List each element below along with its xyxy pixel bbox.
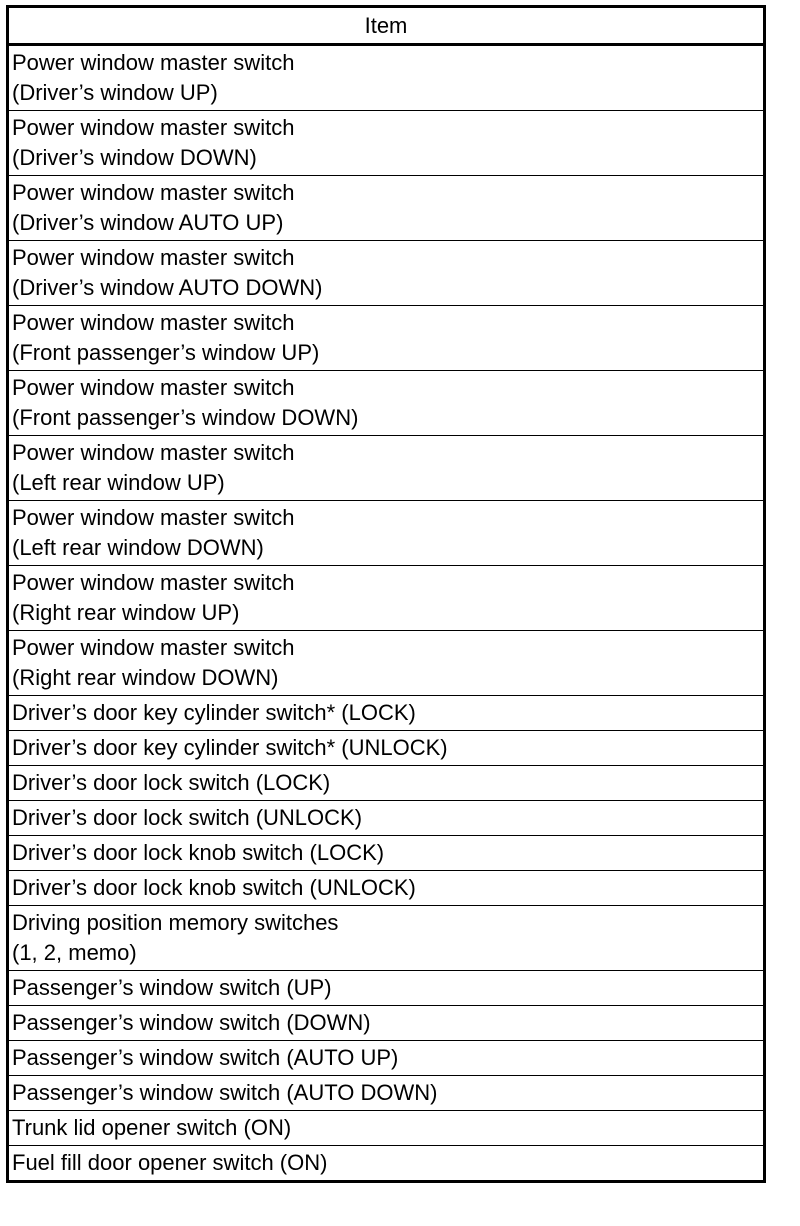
table-row — [8, 176, 765, 241]
item-cell — [8, 1041, 765, 1076]
table-row — [8, 971, 765, 1006]
item-cell — [8, 176, 765, 241]
item-text-line: Power window master switch — [12, 505, 295, 530]
item-cell — [8, 631, 765, 696]
table-header-row — [8, 7, 765, 45]
table-row — [8, 371, 765, 436]
item-cell — [8, 766, 765, 801]
item-text-line: Passenger’s window switch (AUTO DOWN) — [12, 1080, 438, 1105]
item-cell — [8, 1146, 765, 1182]
table-row — [8, 1146, 765, 1182]
item-cell — [8, 371, 765, 436]
table-row — [8, 631, 765, 696]
item-text-line: (Front passenger’s window UP) — [12, 340, 320, 365]
table-row — [8, 1076, 765, 1111]
table-body — [8, 45, 765, 1182]
item-text-line: Driver’s door key cylinder switch* (UNLOCK) — [12, 735, 448, 760]
table-row — [8, 501, 765, 566]
item-text-line: Power window master switch — [12, 440, 295, 465]
item-text-line: Driving position memory switches — [12, 910, 339, 935]
item-cell — [8, 436, 765, 501]
item-cell — [8, 45, 765, 111]
item-text-line: (Front passenger’s window DOWN) — [12, 405, 359, 430]
item-text-line: (Left rear window UP) — [12, 470, 225, 495]
item-cell — [8, 501, 765, 566]
table-row — [8, 801, 765, 836]
table-row — [8, 731, 765, 766]
item-table — [6, 5, 766, 1183]
item-cell — [8, 871, 765, 906]
item-text-line: Power window master switch — [12, 375, 295, 400]
item-text-line: Power window master switch — [12, 180, 295, 205]
item-text-line: Power window master switch — [12, 115, 295, 140]
item-cell — [8, 836, 765, 871]
table-row — [8, 306, 765, 371]
item-text-line: (Right rear window DOWN) — [12, 665, 279, 690]
item-text-line: (Driver’s window DOWN) — [12, 145, 257, 170]
table-row — [8, 241, 765, 306]
table-row — [8, 871, 765, 906]
item-text-line: Fuel fill door opener switch (ON) — [12, 1150, 328, 1175]
item-cell — [8, 1076, 765, 1111]
item-text-line: Trunk lid opener switch (ON) — [12, 1115, 292, 1140]
table-row — [8, 1006, 765, 1041]
item-cell — [8, 306, 765, 371]
item-cell — [8, 971, 765, 1006]
item-text-line: Power window master switch — [12, 50, 295, 75]
table-row — [8, 1041, 765, 1076]
item-text-line: Power window master switch — [12, 570, 295, 595]
item-text-line: Driver’s door lock knob switch (LOCK) — [12, 840, 385, 865]
item-text-line: Driver’s door lock switch (UNLOCK) — [12, 805, 363, 830]
item-text-line: (Driver’s window AUTO DOWN) — [12, 275, 323, 300]
item-text-line: Passenger’s window switch (UP) — [12, 975, 332, 1000]
item-text-line: (Right rear window UP) — [12, 600, 240, 625]
item-cell — [8, 731, 765, 766]
item-text-line: Passenger’s window switch (DOWN) — [12, 1010, 371, 1035]
table-row — [8, 1111, 765, 1146]
item-cell — [8, 1111, 765, 1146]
item-cell — [8, 801, 765, 836]
column-header-item: Item — [8, 7, 765, 45]
item-text-line: Power window master switch — [12, 635, 295, 660]
item-text-line: (Driver’s window UP) — [12, 80, 218, 105]
item-text-line: (Driver’s window AUTO UP) — [12, 210, 284, 235]
item-cell — [8, 906, 765, 971]
table-row — [8, 766, 765, 801]
item-cell — [8, 241, 765, 306]
table-row — [8, 111, 765, 176]
table-row — [8, 836, 765, 871]
item-cell — [8, 696, 765, 731]
item-text-line: Driver’s door lock switch (LOCK) — [12, 770, 331, 795]
table-row — [8, 45, 765, 111]
table-row — [8, 566, 765, 631]
item-cell — [8, 1006, 765, 1041]
table-row — [8, 436, 765, 501]
item-text-line: (1, 2, memo) — [12, 940, 137, 965]
item-text-line: (Left rear window DOWN) — [12, 535, 264, 560]
item-text-line: Power window master switch — [12, 245, 295, 270]
table-row — [8, 696, 765, 731]
item-cell — [8, 566, 765, 631]
item-text-line: Passenger’s window switch (AUTO UP) — [12, 1045, 399, 1070]
table-row — [8, 906, 765, 971]
item-text-line: Driver’s door key cylinder switch* (LOCK) — [12, 700, 416, 725]
item-text-line: Power window master switch — [12, 310, 295, 335]
item-text-line: Driver’s door lock knob switch (UNLOCK) — [12, 875, 416, 900]
item-cell — [8, 111, 765, 176]
